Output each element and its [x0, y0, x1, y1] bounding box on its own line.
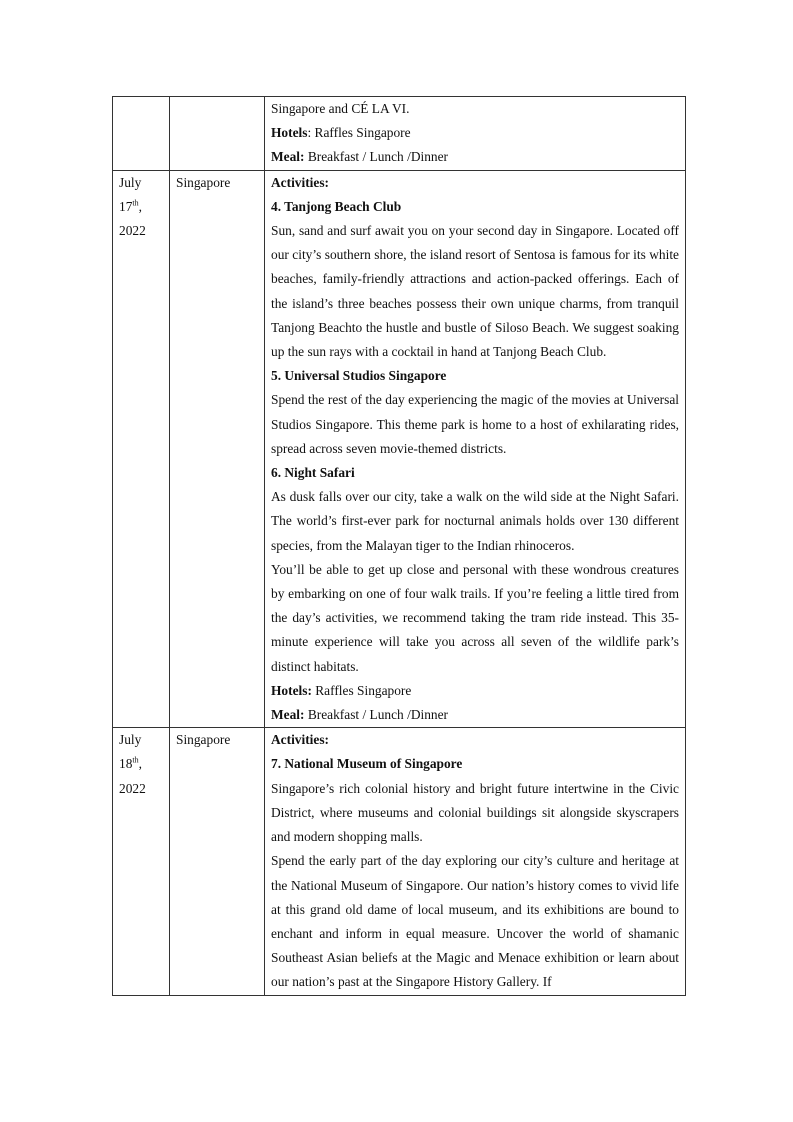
meal-line — [271, 703, 679, 727]
meal-value: Breakfast / Lunch /Dinner — [304, 707, 448, 723]
table-row — [113, 728, 686, 995]
date-day: 18th, — [119, 756, 142, 772]
table-row — [113, 97, 686, 171]
section-heading: 7. National Museum of Singapore — [271, 756, 463, 772]
place-cell — [170, 97, 265, 171]
paragraph: Singapore and CÉ LA VI. — [271, 101, 410, 116]
section-heading: 6. Night Safari — [271, 465, 355, 481]
table-row — [113, 170, 686, 728]
date-month: July — [119, 174, 142, 190]
date-cell — [113, 97, 170, 171]
paragraph: Spend the rest of the day experiencing the magic of the movies at Universal Studios Singapore. This theme park is home to a host of exhilarating rides, spread across seven movie-themed districts. — [271, 392, 679, 456]
date-cell — [113, 170, 170, 728]
date-year: 2022 — [119, 780, 146, 796]
description-cell — [265, 97, 686, 171]
date-day: 17th, — [119, 198, 142, 214]
paragraph: You’ll be able to get up close and personal with these wondrous creatures by embarking on one of four walk trails. If you’re feeling a little tired from the day’s activities, we recommend taking the tram ride instead. This 35-minute experience will take you across all seven of the wildlife park’s distinct habitats. — [271, 561, 679, 674]
itinerary-table — [112, 96, 686, 996]
place-cell: Singapore — [170, 170, 265, 728]
date-month: July — [119, 732, 142, 748]
meal-label: Meal: — [271, 149, 305, 165]
hotels-line — [271, 121, 679, 145]
meal-label: Meal: — [271, 707, 305, 723]
description-cell — [265, 728, 686, 995]
section-heading: 5. Universal Studios Singapore — [271, 368, 447, 384]
section-heading: 4. Tanjong Beach Club — [271, 198, 402, 214]
meal-value: Breakfast / Lunch /Dinner — [304, 149, 448, 165]
meal-line — [271, 145, 679, 169]
date-year: 2022 — [119, 223, 146, 239]
activities-label: Activities: — [271, 732, 330, 748]
paragraph: Spend the early part of the day exploring our city’s culture and heritage at the National Museum of Singapore. Our nation’s history comes to vivid life at this grand old dame of local museum, and its exhibitions are bound to enchant and inform in equal measure. Uncover the world of shamanic Southeast Asian beliefs at the Magic and Menace exhibition or learn about our nation’s past at the Singapore History Gallery. If — [271, 853, 679, 990]
hotels-label: Hotels — [271, 125, 308, 141]
date-cell — [113, 728, 170, 995]
activities-label: Activities: — [271, 174, 330, 190]
description-cell — [265, 170, 686, 728]
paragraph: As dusk falls over our city, take a walk on the wild side at the Night Safari. The world’s first-ever park for nocturnal animals holds over 130 different species, from the Malayan tiger to the Indian rhinoceros. — [271, 489, 679, 553]
hotels-line — [271, 679, 679, 703]
hotels-label: Hotels: — [271, 682, 312, 698]
paragraph: Singapore’s rich colonial history and bright future intertwine in the Civic District, where museums and colonial buildings sit alongside skyscrapers and modern shopping malls. — [271, 780, 679, 845]
hotels-value: Raffles Singapore — [311, 682, 412, 698]
paragraph: Sun, sand and surf await you on your second day in Singapore. Located off our city’s southern shore, the island resort of Sentosa is famous for its white beaches, family-friendly attractions and action-packed offerings. Each of the island’s three beaches possess their own unique charms, from tranquil Tanjong Beachto the hustle and bustle of Siloso Beach. We suggest soaking up the sun rays with a cocktail in hand at Tanjong Beach Club. — [271, 223, 679, 360]
hotels-value: : Raffles Singapore — [307, 125, 411, 141]
place-cell: Singapore — [170, 728, 265, 995]
